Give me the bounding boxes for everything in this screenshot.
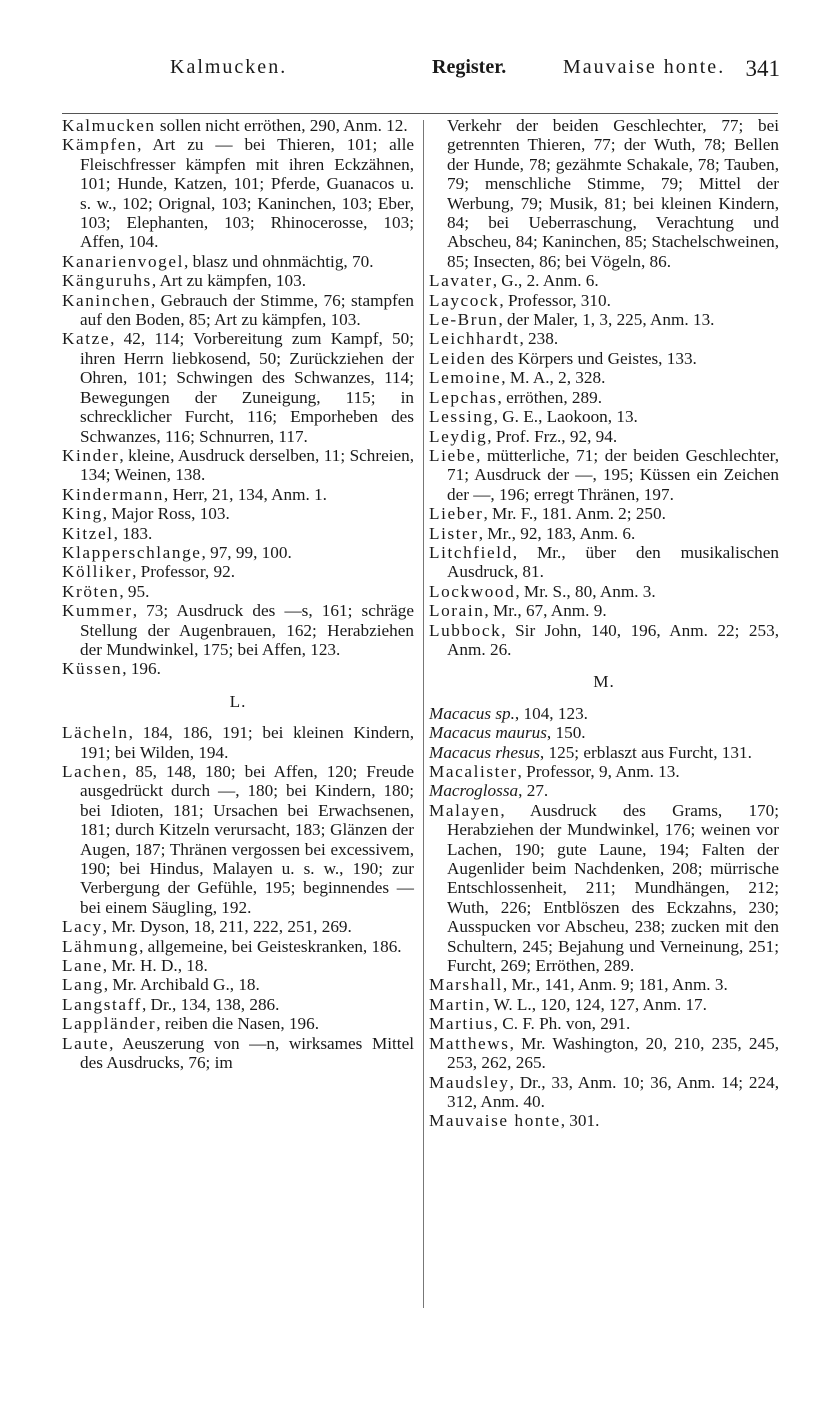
index-entry (62, 252, 414, 271)
header-section-title: Register. (432, 56, 507, 78)
index-column-left (62, 116, 414, 1073)
entry-references: , 73; Ausdruck des —s, 161; schräge Stellung der Augenbrauen, 162; Herabziehen der Mundwinkel, 175; bei Affen, 123. (80, 601, 414, 659)
entry-term: Malayen (429, 800, 501, 820)
entry-references: , Mr. Washington, 20, 210, 235, 245, 253, 262, 265. (447, 1033, 779, 1073)
entry-references: , Professor, 310. (499, 290, 611, 310)
entry-term: Lavater (429, 271, 493, 291)
entry-term: Laycock (429, 290, 500, 310)
index-entry (429, 368, 779, 387)
index-entry (62, 271, 414, 290)
entry-references: , 97, 99, 100. (201, 542, 292, 562)
header-rule (62, 113, 778, 114)
entry-references: , Herr, 21, 134, Anm. 1. (163, 484, 327, 504)
index-entry (62, 116, 414, 135)
entry-term: Kummer (62, 601, 133, 621)
index-entry (62, 291, 414, 330)
index-entry (62, 659, 414, 678)
entry-references: , Major Ross, 103. (102, 504, 230, 524)
entry-references: , Gebrauch der Stimme, 76; stampfen auf den Boden, 85; Art zu kämpfen, 103. (80, 290, 414, 330)
index-entry (429, 762, 779, 781)
index-entry (429, 1111, 779, 1130)
running-header (60, 56, 780, 88)
entry-term: Lähmung (62, 936, 140, 956)
index-entry (429, 975, 779, 994)
index-entry (429, 601, 779, 620)
index-entry (62, 762, 414, 917)
header-first-entry: Kalmucken. (170, 56, 288, 78)
entry-term: Lubbock (429, 620, 502, 640)
entry-term: Känguruhs (62, 271, 152, 291)
entry-term: Kaninchen (62, 290, 151, 310)
entry-term: Kämpfen (62, 135, 138, 155)
index-entry (429, 543, 779, 582)
entry-references: , Mr., 92, 183, Anm. 6. (478, 523, 636, 543)
index-entry (429, 271, 779, 290)
entry-references: , kleine, Ausdruck derselben, 11; Schreien, 134; Weinen, 138. (80, 445, 414, 485)
entry-term: Macroglossa (429, 781, 519, 801)
index-entry (429, 291, 779, 310)
entry-references: , 150. (546, 723, 586, 743)
entry-references: , Ausdruck des Grams, 170; Herabziehen der Mundwinkel, 176; weinen vor Lachen, 190; gute Laune, 194; Falten der Augenlider beim Nachdenken, 208; mürrische Entschlossenheit, 211; Mundhängen, 212; Wuth, 226; Entblöszen des Eckzahns, 230; Ausspucken vor Abscheu, 238; zucken mit den Schultern, 245; Bejahung und Verneinung, 251; Furcht, 269; Erröthen, 289. (447, 800, 779, 976)
entry-references: , Dr., 33, Anm. 10; 36, Anm. 14; 224, 312, Anm. 40. (447, 1072, 779, 1111)
index-entry (62, 1034, 414, 1073)
index-entry (429, 407, 779, 426)
entry-references: , reiben die Nasen, 196. (156, 1014, 320, 1034)
entry-term: Macalister (429, 762, 518, 781)
entry-term: Kitzel (62, 523, 114, 543)
entry-term: Küssen (62, 659, 123, 679)
entry-references: , M. A., 2, 328. (501, 368, 606, 388)
entry-references: , 27. (518, 781, 549, 801)
entry-term: Maudsley (429, 1072, 510, 1092)
entry-term: Mauvaise honte (429, 1111, 561, 1131)
entry-references: , Mr. Archibald G., 18. (103, 975, 260, 995)
entry-term: King (62, 504, 103, 524)
index-entry (429, 388, 779, 407)
entry-references: , Dr., 134, 138, 286. (141, 994, 280, 1014)
index-entry (62, 723, 414, 762)
index-entry (429, 704, 779, 723)
entry-references: , der Maler, 1, 3, 225, Anm. 13. (498, 310, 715, 330)
entry-term: Laute (62, 1033, 110, 1053)
entry-term: Lemoine (429, 368, 502, 388)
entry-references: , Prof. Frz., 92, 94. (487, 426, 618, 446)
entry-references: , Mr., 67, Anm. 9. (484, 601, 607, 621)
entry-references: , G., 2. Anm. 6. (492, 271, 599, 291)
index-entry (62, 975, 414, 994)
index-entry (62, 601, 414, 659)
entry-term: Leydig (429, 426, 488, 446)
index-entry (429, 427, 779, 446)
index-entry (429, 781, 779, 800)
entry-references: , Mr., über den musikalischen Ausdruck, 81. (447, 542, 779, 582)
entry-references: , C. F. Ph. von, 291. (493, 1014, 631, 1034)
index-column-right (429, 116, 779, 1131)
index-entry (429, 329, 779, 348)
entry-references: , 301. (560, 1111, 600, 1131)
index-entry (62, 956, 414, 975)
entry-references: , Mr. F., 181. Anm. 2; 250. (483, 504, 666, 524)
index-entry (62, 937, 414, 956)
index-entry (62, 1014, 414, 1033)
entry-references: , Mr., 141, Anm. 9; 181, Anm. 3. (502, 975, 728, 995)
entry-references: , G. E., Laokoon, 13. (493, 407, 638, 427)
entry-references: , 104, 123. (514, 703, 588, 723)
section-letter: L. (229, 691, 247, 711)
entry-term: Martius (429, 1014, 494, 1034)
entry-term: Lister (429, 523, 479, 543)
entry-references: , 196. (122, 659, 161, 679)
entry-term: Klapperschlange (62, 542, 202, 562)
entry-term: Kinder (62, 445, 120, 465)
index-entry (62, 582, 414, 601)
entry-term: Lepchas (429, 387, 498, 407)
entry-term: Le-Brun (429, 310, 499, 330)
index-entry (429, 582, 779, 601)
page-number: 341 (745, 56, 780, 81)
index-entry (429, 116, 779, 271)
entry-term: Kröten (62, 581, 120, 601)
index-entry (62, 995, 414, 1014)
index-entry (62, 329, 414, 445)
entry-term: Martin (429, 994, 486, 1014)
entry-term: Macacus maurus (429, 723, 547, 743)
entry-term: Langstaff (62, 994, 142, 1014)
entry-term: Marshall (429, 975, 503, 995)
entry-term: Lieber (429, 504, 484, 524)
entry-references: sollen nicht erröthen, 290, Anm. 12. (155, 116, 408, 135)
entry-references: , 125; erblaszt aus Furcht, 131. (539, 742, 752, 762)
entry-references: , allgemeine, bei Geisteskranken, 186. (139, 936, 402, 956)
entry-references: , W. L., 120, 124, 127, Anm. 17. (485, 994, 707, 1014)
index-entry (429, 504, 779, 523)
entry-references: , Professor, 9, Anm. 13. (517, 762, 680, 781)
entry-term: Kölliker (62, 562, 133, 582)
index-entry (62, 485, 414, 504)
entry-term: Lessing (429, 407, 494, 427)
entry-references: , Art zu kämpfen, 103. (151, 271, 307, 291)
entry-term: Lacy (62, 917, 103, 937)
entry-continuation: Verkehr der beiden Geschlechter, 77; bei getrennten Thieren, 77; der Wuth, 78; Bellen der Hunde, 78; gezähmte Schakale, 78; Tauben, 79; menschliche Stimme, 79; Mittel der Werbung, 79; Musik, 81; bei kleinen Kindern, 84; bei Ueberraschung, Verachtung und Abscheu, 84; Kaninchen, 85; Stachelschweinen, 85; Insecten, 86; bei Vögeln, 86. (447, 116, 779, 271)
index-entry (62, 524, 414, 543)
entry-term: Lappländer (62, 1014, 157, 1034)
index-entry (62, 562, 414, 581)
index-entry (429, 723, 779, 742)
entry-term: Lorain (429, 601, 485, 621)
entry-references: , 183. (113, 523, 153, 543)
entry-references: , Professor, 92. (132, 562, 235, 582)
entry-references: , Mr. S., 80, Anm. 3. (515, 581, 656, 601)
entry-term: Kanarienvogel (62, 251, 184, 271)
index-entry (62, 543, 414, 562)
entry-references: , Aeuszerung von —n, wirksames Mittel des Ausdrucks, 76; im (80, 1033, 414, 1073)
index-entry (62, 504, 414, 523)
entry-references: , Mr. Dyson, 18, 211, 222, 251, 269. (102, 917, 352, 937)
column-divider (423, 120, 424, 1308)
entry-references: , Mr. H. D., 18. (102, 956, 208, 976)
index-entry (429, 1073, 779, 1112)
entry-term: Katze (62, 329, 111, 349)
entry-term: Macacus sp. (429, 703, 515, 723)
entry-term: Macacus rhesus (429, 742, 540, 762)
index-entry (429, 524, 779, 543)
index-entry (429, 621, 779, 660)
index-entry (429, 446, 779, 504)
entry-term: Liebe (429, 445, 477, 465)
entry-term: Lachen (62, 762, 123, 781)
entry-references: , 238. (519, 329, 559, 349)
header-last-entry: Mauvaise honte. (563, 56, 726, 78)
entry-term: Kalmucken (62, 116, 156, 135)
entry-references: , 184, 186, 191; bei kleinen Kindern, 191; bei Wilden, 194. (80, 723, 414, 762)
index-entry (62, 917, 414, 936)
entry-term: Lockwood (429, 581, 516, 601)
entry-references: , 42, 114; Vorbereitung zum Kampf, 50; ihren Herrn liebkosend, 50; Zurückziehen der Ohren, 101; Schwingen des Schwanzes, 114; Bewegungen der Zuneigung, 115; in schrecklicher Furcht, 116; Emporheben des Schwanzes, 116; Schnurren, 117. (80, 329, 414, 446)
entry-term: Leichhardt (429, 329, 520, 349)
entry-references: , Sir John, 140, 196, Anm. 22; 253, Anm. 26. (447, 620, 779, 659)
index-entry (429, 1014, 779, 1033)
entry-term: Litchfield (429, 542, 513, 562)
entry-term: Lang (62, 975, 104, 995)
index-entry (429, 349, 779, 368)
section-letter: M. (593, 672, 615, 692)
entry-references: des Körpers und Geistes, 133. (486, 348, 697, 368)
index-entry (429, 801, 779, 976)
entry-term: Lane (62, 956, 103, 976)
entry-references: , mütterliche, 71; der beiden Geschlechter, 71; Ausdruck der —, 195; Küssen ein Zeichen der —, 196; erregt Thränen, 197. (447, 445, 779, 504)
entry-references: , blasz und ohnmächtig, 70. (183, 251, 374, 271)
index-entry (429, 310, 779, 329)
index-entry (62, 135, 414, 251)
index-entry (62, 446, 414, 485)
index-entry (429, 995, 779, 1014)
entry-term: Lächeln (62, 723, 129, 743)
index-entry (429, 743, 779, 762)
entry-term: Matthews (429, 1033, 510, 1053)
entry-references: , Art zu — bei Thieren, 101; alle Fleischfresser kämpfen mit ihren Eckzähnen, 101; Hunde, Katzen, 101; Pferde, Guanacos u. s. w., 102; Orignal, 103; Kaninchen, 103; Eber, 103; Elephanten, 103; Rhinocerosse, 103; Affen, 104. (80, 135, 414, 252)
index-entry (429, 1034, 779, 1073)
entry-references: , 95. (119, 581, 150, 601)
entry-references: , 85, 148, 180; bei Affen, 120; Freude ausgedrückt durch —, 180; bei Kindern, 180; bei Idioten, 181; Ursachen bei Erwachsenen, 181; durch Kitzeln verursacht, 183; Glänzen der Augen, 187; Thränen vergossen bei excessivem, 190; bei Hindus, Malayen u. s. w., 190; zur Verbergung der Gefühle, 195; beginnendes — bei einem Säugling, 192. (80, 762, 414, 917)
entry-term: Leiden (429, 348, 487, 368)
entry-references: , erröthen, 289. (497, 387, 602, 407)
entry-term: Kindermann (62, 484, 164, 504)
